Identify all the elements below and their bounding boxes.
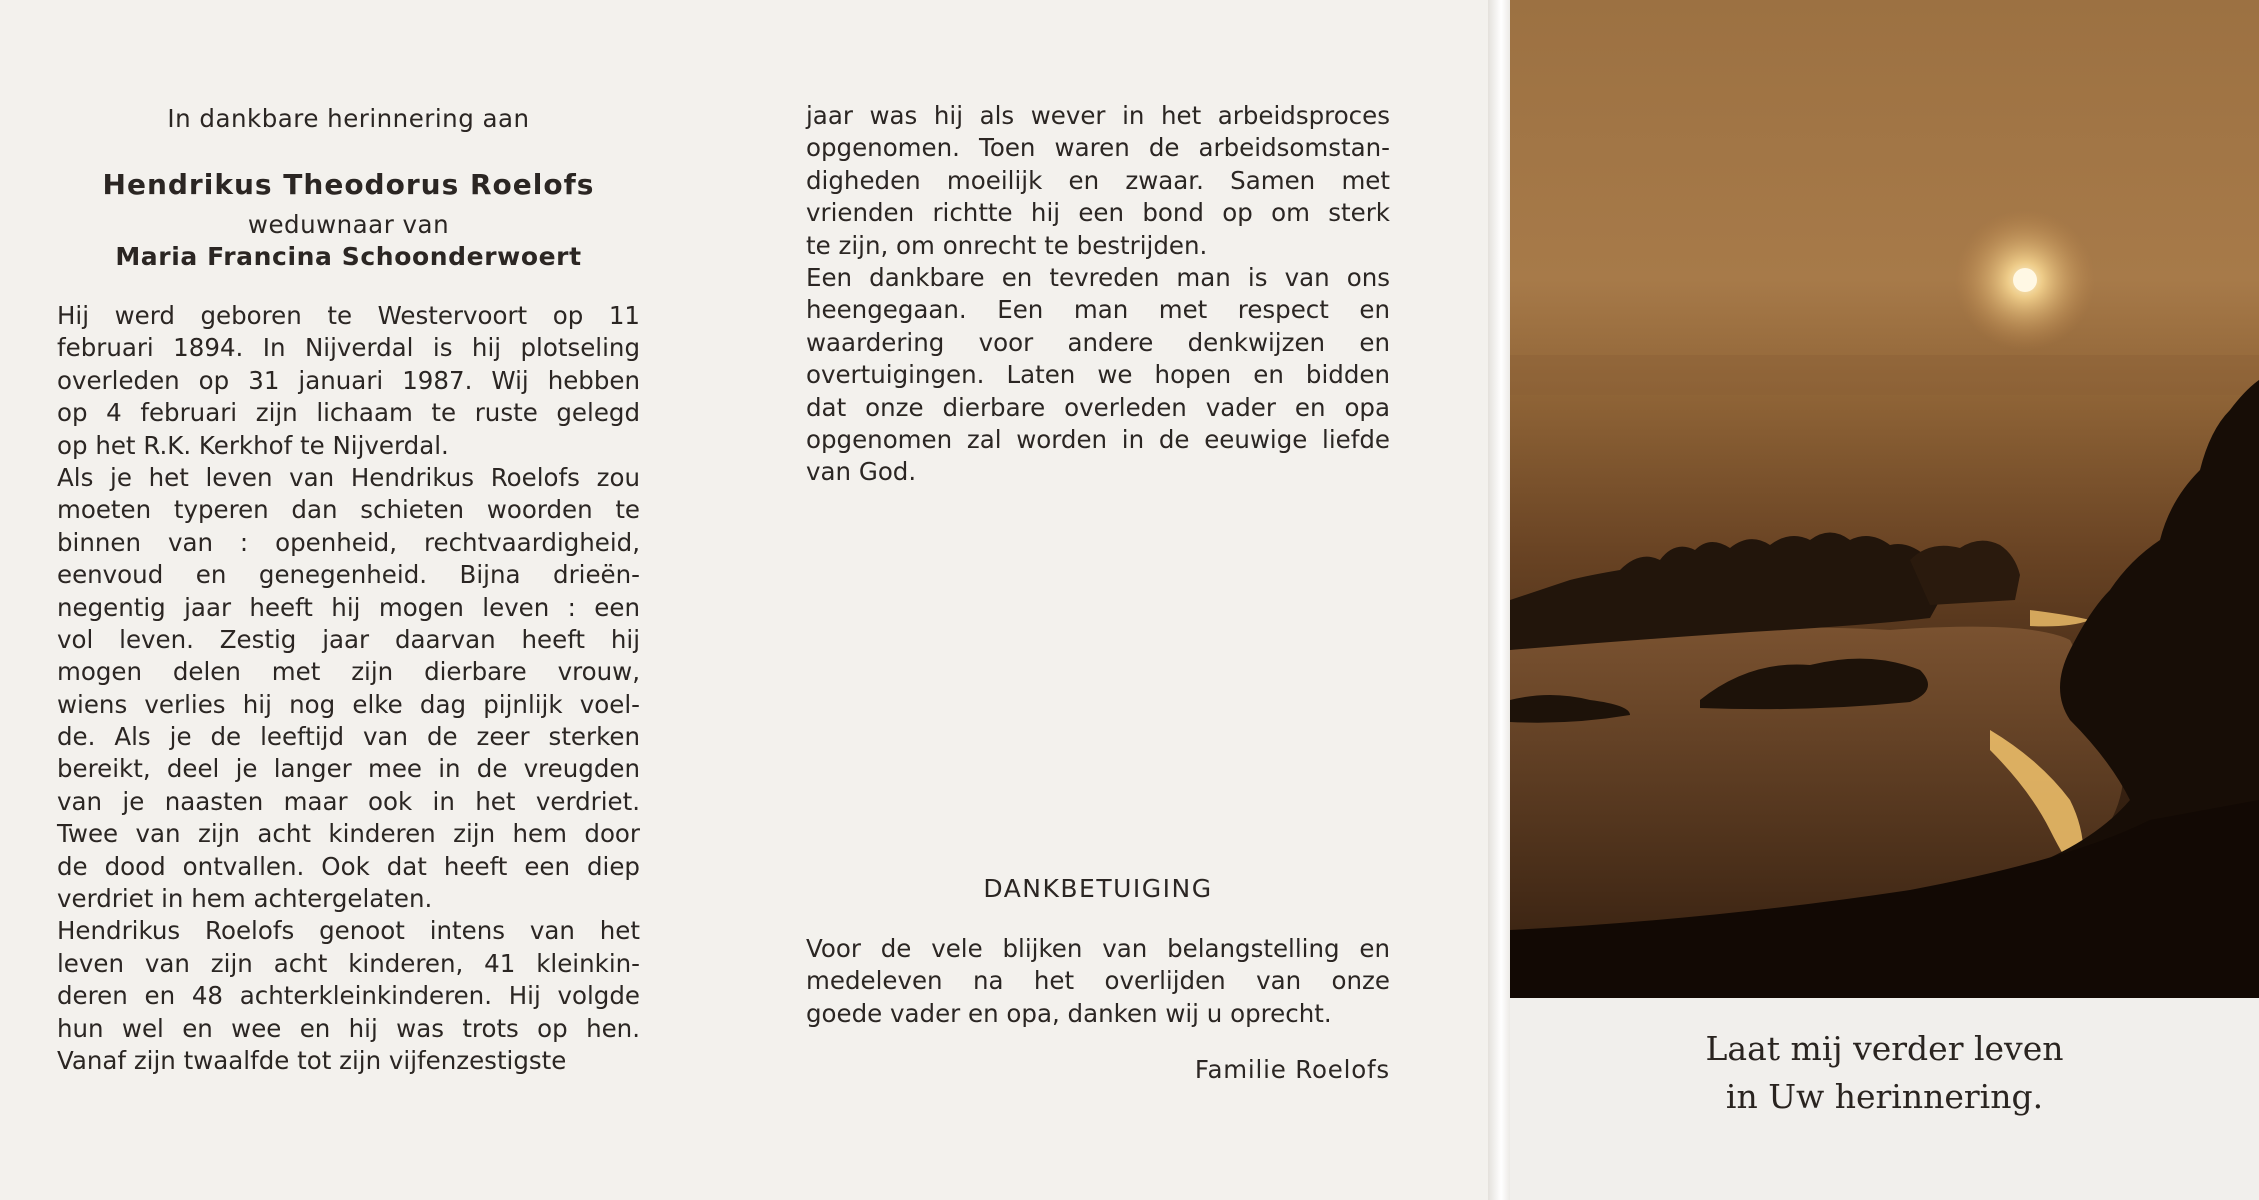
biography-continued-text (806, 100, 1390, 489)
card-fold (1488, 0, 1510, 1200)
biography-line: van je naasten maar ook in het verdriet. (57, 786, 640, 816)
biography-line: vol leven. Zestig jaar daarvan heeft hij (57, 624, 640, 654)
biography-line: Twee van zijn acht kinderen zijn hem door (57, 819, 640, 849)
thanks-heading: DANKBETUIGING (983, 874, 1213, 903)
biography-line: moeten typeren dan schieten woorden te (57, 495, 640, 525)
biography-line: de. Als je de leeftijd van de zeer sterken (57, 722, 640, 752)
biography-continued-line: jaar was hij als wever in het arbeidsproces (806, 101, 1390, 130)
biography-line: de dood ontvallen. Ook dat heeft een diep (57, 851, 640, 881)
thanks-text (806, 933, 1390, 1030)
deceased-name: Hendrikus Theodorus Roelofs (102, 168, 595, 201)
biography-continued-line: waardering voor andere denkwijzen en (806, 327, 1390, 357)
sunset-river-photo (1510, 0, 2259, 998)
biography-continued-line: heengegaan. Een man met respect en (806, 295, 1390, 325)
thanks-line: Voor de vele blijken van belangstelling en (806, 934, 1390, 963)
biography-line: overleden op 31 januari 1987. Wij hebben (57, 365, 640, 395)
thanks-line: medeleven na het overlijden van onze (806, 966, 1390, 996)
biography-line: leven van zijn acht kinderen, 41 kleinkin- (57, 948, 640, 978)
biography-line: negentig jaar heeft hij mogen leven : een (57, 592, 640, 622)
biography-line: Hij werd geboren te Westervoort op 11 (57, 301, 640, 330)
biography-line: wiens verlies hij nog elke dag pijnlijk voel- (57, 689, 640, 719)
biography-line: mogen delen met zijn dierbare vrouw, (57, 657, 640, 687)
biography-line: eenvoud en genegenheid. Bijna drieën- (57, 560, 640, 590)
biography-continued-line: Een dankbare en tevreden man is van ons (806, 262, 1390, 292)
biography-continued-line: opgenomen. Toen waren de arbeidsomstan- (806, 133, 1390, 163)
biography-line: op 4 februari zijn lichaam te ruste gelegd (57, 398, 640, 428)
biography-line: februari 1894. In Nijverdal is hij plotseling (57, 333, 640, 363)
biography-continued-line: vrienden richtte hij een bond op om sterk (806, 198, 1390, 228)
photo-panel (1510, 0, 2259, 1200)
sunset-landscape-icon (1510, 0, 2259, 998)
biography-continued-line: dat onze dierbare overleden vader en opa (806, 392, 1390, 422)
family-signature: Familie Roelofs (1194, 1055, 1390, 1084)
biography-line: Vanaf zijn twaalfde tot zijn vijfenzestigste (57, 1045, 567, 1075)
thanks-line: goede vader en opa, danken wij u oprecht. (806, 998, 1332, 1028)
biography-continued-line: van God. (806, 457, 917, 487)
quote-line-2: in Uw herinnering. (1725, 1077, 2044, 1116)
relation-text: weduwnaar van (247, 210, 450, 239)
intro-text: In dankbare herinnering aan (167, 104, 530, 133)
biography-line: bereikt, deel je langer mee in de vreugden (57, 754, 640, 784)
biography-text (57, 300, 640, 1077)
biography-continued-line: opgenomen zal worden in de eeuwige liefde (806, 424, 1390, 454)
biography-line: op het R.K. Kerkhof te Nijverdal. (57, 430, 449, 460)
biography-continued-line: digheden moeilijk en zwaar. Samen met (806, 165, 1390, 195)
biography-line: Als je het leven van Hendrikus Roelofs zou (57, 462, 640, 492)
biography-line: verdriet in hem achtergelaten. (57, 884, 433, 914)
memorial-quote (1510, 1025, 2259, 1121)
biography-line: binnen van : openheid, rechtvaardigheid, (57, 527, 640, 557)
biography-continued-line: overtuigingen. Laten we hopen en bidden (806, 360, 1390, 390)
biography-line: Hendrikus Roelofs genoot intens van het (57, 916, 640, 946)
biography-line: deren en 48 achterkleinkinderen. Hij volgde (57, 981, 640, 1011)
spouse-name: Maria Francina Schoonderwoert (115, 242, 582, 271)
quote-line-1: Laat mij verder leven (1705, 1029, 2064, 1068)
biography-continued-line: te zijn, om onrecht te bestrijden. (806, 230, 1208, 260)
biography-line: hun wel en wee en hij was trots op hen. (57, 1013, 640, 1043)
